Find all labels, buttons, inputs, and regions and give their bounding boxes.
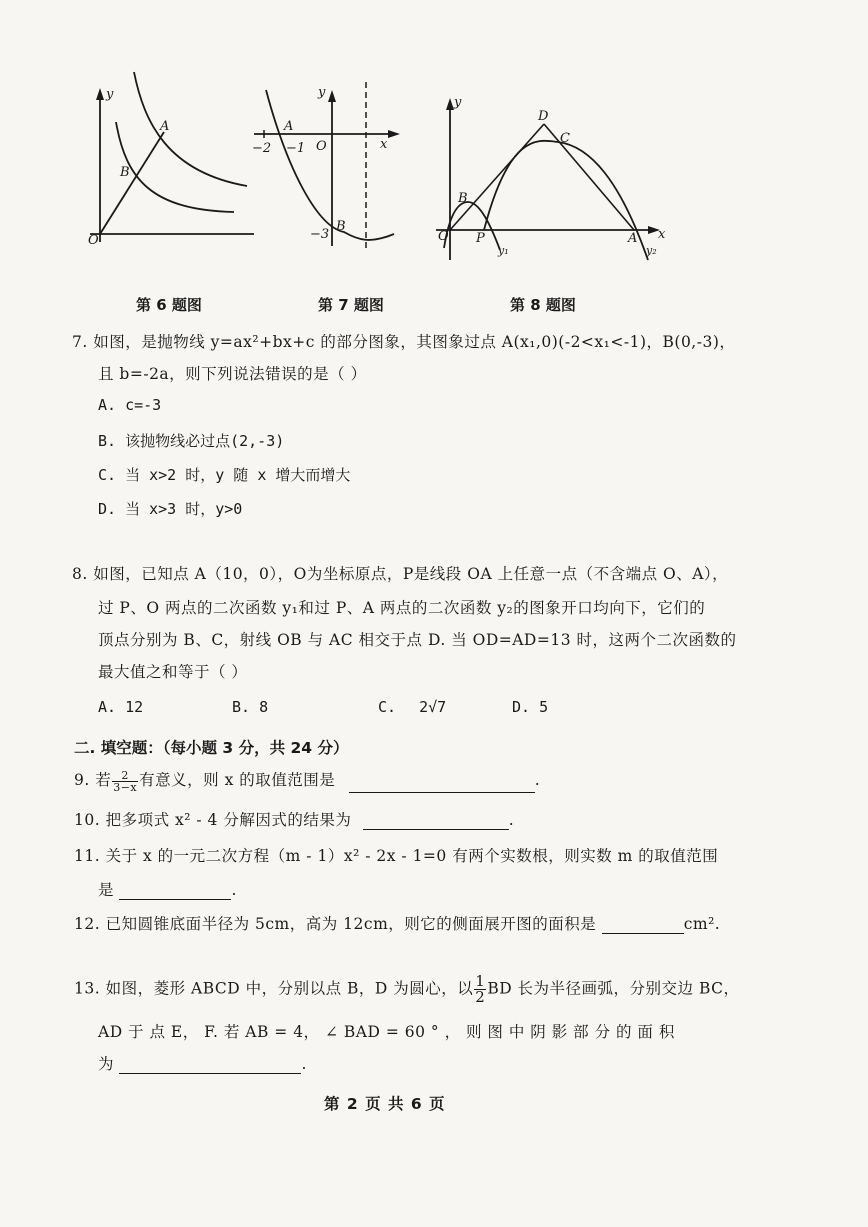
q7-option-D: D. 当 x>3 时，y>0 <box>98 500 243 518</box>
fig8-label-B: B <box>458 191 468 206</box>
fig6-label-y: y <box>106 87 114 102</box>
fig7-label-origin: O <box>316 139 327 154</box>
q13-prefix: 13. 如图，菱形 ABCD 中，分别以点 B，D 为圆心，以 <box>74 979 474 998</box>
fig8-label-A: A <box>628 231 638 246</box>
q12 <box>74 912 720 934</box>
fig7-label-x: x <box>380 137 388 152</box>
q8-stem-line1: 8. 如图，已知点 A（10，0），O为坐标原点，P是线段 OA 上任意一点（不含端点 O、A）， <box>72 565 729 583</box>
q8-stem-line3: 顶点分别为 B、C，射线 OB 与 AC 相交于点 D. 当 OD=AD=13 时，这两个二次函数的 <box>98 631 737 649</box>
q8-option-B: B. 8 <box>232 698 269 716</box>
fig7-tick-label-neg2: −2 <box>252 141 272 156</box>
q7-option-A: A. c=-3 <box>98 396 162 414</box>
fig6-line-OA <box>100 132 164 234</box>
q8-stem-line4: 最大值之和等于（ ） <box>98 663 248 681</box>
q11-line2-prefix: 是 <box>98 881 115 899</box>
q13-suffix: BD 长为半径画弧，分别交边 BC， <box>487 979 740 998</box>
fig8-label-y: y <box>454 95 462 110</box>
fig7-label-A: A <box>284 119 294 134</box>
q9-fraction <box>112 770 138 793</box>
q8-option-A: A. 12 <box>98 698 144 716</box>
q11-end: . <box>231 881 237 899</box>
fig6-curve-inner <box>116 122 234 212</box>
fig7-y-arrow <box>328 90 336 102</box>
fig8-parabola-y1 <box>444 202 500 250</box>
q13-answer-blank[interactable] <box>119 1059 301 1074</box>
fig8-y-arrow <box>446 98 454 110</box>
q11-line1: 11. 关于 x 的一元二次方程（m - 1）x² - 2x - 1=0 有两个实数根，则实数 m 的取值范围 <box>74 847 719 865</box>
q9-frac-num: 2 <box>112 770 138 782</box>
q10-end: . <box>508 811 515 829</box>
q9 <box>74 768 540 793</box>
figure-6 <box>82 62 262 252</box>
fig8-ray-AD <box>544 124 634 230</box>
q13-line3-prefix: 为 <box>98 1055 115 1073</box>
q9-end: . <box>534 771 541 789</box>
q7-stem-line1: 7. 如图，是抛物线 y=ax²+bx+c 的部分图象，其图象过点 A(x₁,0)(-2<x₁<-1)，B(0,-3)， <box>72 333 736 351</box>
fig8-label-origin: O <box>438 229 449 244</box>
q7-option-C: C. 当 x>2 时，y 随 x 增大而增大 <box>98 466 351 484</box>
fig7-label-y: y <box>318 85 326 100</box>
q13-frac-num: 1 <box>475 972 486 990</box>
fig8-label-D: D <box>538 109 549 124</box>
q8-option-D: D. 5 <box>512 698 549 716</box>
q12-text: 12. 已知圆锥底面半径为 5cm，高为 12cm，则它的侧面展开图的面积是 <box>74 915 597 933</box>
fig7-tick-label-neg1: −1 <box>286 141 306 156</box>
fig6-y-arrow <box>96 88 104 100</box>
q10-answer-blank[interactable] <box>363 815 509 830</box>
q9-prefix: 9. 若 <box>74 771 112 789</box>
q13-fraction <box>474 974 486 1005</box>
figure-7 <box>248 62 418 252</box>
q13-line2: AD 于 点 E， F. 若 AB = 4， ∠ BAD = 60 ° ， 则 图 中 阴 影 部 分 的 面 积 <box>98 1023 675 1041</box>
q13-frac-den: 2 <box>475 988 486 1006</box>
section-2-title: 二. 填空题：（每小题 3 分，共 24 分） <box>74 739 349 757</box>
fig6-curve-outer <box>134 72 247 186</box>
fig8-label-y1: y₁ <box>498 244 509 257</box>
q13-line3 <box>98 1052 307 1074</box>
q12-answer-blank[interactable] <box>602 919 684 934</box>
fig8-caption: 第 8 题图 <box>510 296 576 314</box>
fig6-label-B: B <box>120 165 130 180</box>
q7-option-B: B. 该抛物线必过点(2,-3) <box>98 432 285 450</box>
q13-line1 <box>74 974 740 1005</box>
fig8-ray-OD <box>450 124 544 230</box>
fig8-label-y2: y₂ <box>646 244 657 257</box>
fig7-x-arrow <box>388 130 400 138</box>
fig7-tick-label-neg3: −3 <box>310 227 330 242</box>
fig7-label-B: B <box>336 219 346 234</box>
q9-answer-blank[interactable] <box>349 778 535 793</box>
q10 <box>74 808 514 830</box>
q13-end: . <box>301 1055 307 1073</box>
fig8-label-C: C <box>560 131 570 146</box>
page-footer: 第 2 页 共 6 页 <box>324 1095 446 1113</box>
fig7-parabola <box>266 90 394 240</box>
fig8-parabola-y2 <box>484 141 648 260</box>
fig6-label-A: A <box>160 119 170 134</box>
q8-option-C-letter: C. <box>378 698 397 716</box>
fig6-caption: 第 6 题图 <box>136 296 202 314</box>
q12-unit: cm². <box>683 915 721 933</box>
q11-answer-blank[interactable] <box>119 885 231 900</box>
q8-option-C <box>378 698 446 716</box>
q9-frac-den: 3−x <box>113 780 138 794</box>
q7-stem-line2: 且 b=-2a，则下列说法错误的是（ ） <box>98 365 367 383</box>
fig6-label-origin: O <box>88 233 99 248</box>
q10-text: 10. 把多项式 x² - 4 分解因式的结果为 <box>74 811 352 829</box>
fig8-label-P: P <box>476 231 485 246</box>
q8-stem-line2: 过 P、O 两点的二次函数 y₁和过 P、A 两点的二次函数 y₂的图象开口均向下，它们的 <box>98 599 706 617</box>
q8-option-C-value: 2√7 <box>419 698 447 716</box>
fig8-label-x: x <box>658 227 666 242</box>
q9-mid: 有意义，则 x 的取值范围是 <box>139 771 336 789</box>
q11-line2 <box>98 878 237 900</box>
figure-8 <box>430 90 670 270</box>
fig7-caption: 第 7 题图 <box>318 296 384 314</box>
